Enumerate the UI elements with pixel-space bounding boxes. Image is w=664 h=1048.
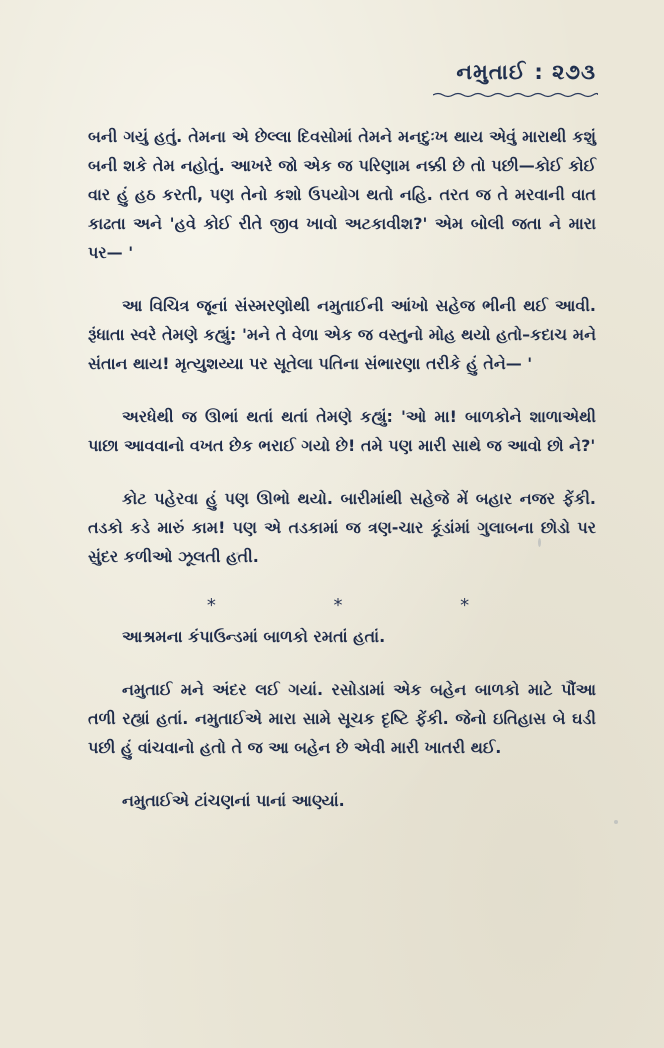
- separator-star: *: [460, 595, 470, 616]
- paper-speck: [538, 538, 541, 547]
- paragraph-7: નમુતાઈએ ટાંચણનાં પાનાં આણ્યાં.: [122, 791, 345, 810]
- paper-speck: [236, 552, 239, 555]
- running-header: નમુતાઈ : ૨૭૩: [456, 60, 596, 84]
- paragraph-3: અરધેથી જ ઊભાં થતાં થતાં તેમણે કહ્યું: 'ઓ મા! બાળકોને શાળાએથી પાછા આવવાનો વખત છેક ભરાઈ ગયો છે! તમે પણ મારી સાથે જ આવો છો ને?': [88, 407, 596, 455]
- paragraph-1: બની ગયું હતું. તેમના એ છેલ્લા દિવસોમાં તેમને મનદુઃખ થાય એવું મારાથી કશું બની શકે તેમ નહોતું. આખરે જો એક જ પરિણામ નક્કી છે તો પછી—કોઈ કોઈ વાર હું હઠ કરતી, પણ તેનો કશો ઉપયોગ થતો નહિ. તરત જ તે મરવાની વાત કાઢતા અને 'હવે કોઈ રીતે જીવ ખાવો અટકાવીશ?' એમ બોલી જતા ને મારા પર— ': [88, 127, 596, 262]
- header-wavy-rule: [433, 92, 598, 98]
- paragraph-5: આશ્રમના કંપાઉન્ડમાં બાળકો રમતાં હતાં.: [122, 627, 386, 646]
- paragraph-4: કોટ પહેરવા હું પણ ઊભો થયો. બારીમાંથી સહેજે મેં બહાર નજર ફેંકી. તડકો કડે મારું કામ! પણ એ તડકામાં જ ત્રણ-ચાર કૂંડાંમાં ગુલાબના છોડો પર સુંદર કળીઓ ઝૂલતી હતી.: [88, 489, 596, 566]
- paragraph-6: નમુતાઈ મને અંદર લઈ ગયાં. રસોડામાં એક બહેન બાળકો માટે પૌંઆ તળી રહ્યાં હતાં. નમુતાઈએ મારા સામે સૂચક દૃષ્ટિ ફેંકી. જેનો ઇતિહાસ બે ઘડી પછી હું વાંચવાનો હતો તે જ આ બહેન છે એવી મારી ખાતરી થઈ.: [88, 680, 596, 757]
- separator-star: *: [333, 595, 343, 616]
- separator-star: *: [206, 595, 216, 616]
- paragraph-2: આ વિચિત્ર જૂનાં સંસ્મરણોથી નમુતાઈની આંખો સહેજ ભીની થઈ આવી. રૂંધાતા સ્વરે તેમણે કહ્યું: 'મને તે વેળા એક જ વસ્તુનો મોહ થયો હતો–કદાચ મને સંતાન થાય! મૃત્યુશય્યા પર સૂતેલા પતિના સંભારણા તરીકે હું તેને— ': [88, 296, 596, 373]
- page-body: [88, 122, 596, 839]
- paper-speck: [614, 820, 618, 824]
- section-separator: [148, 595, 528, 616]
